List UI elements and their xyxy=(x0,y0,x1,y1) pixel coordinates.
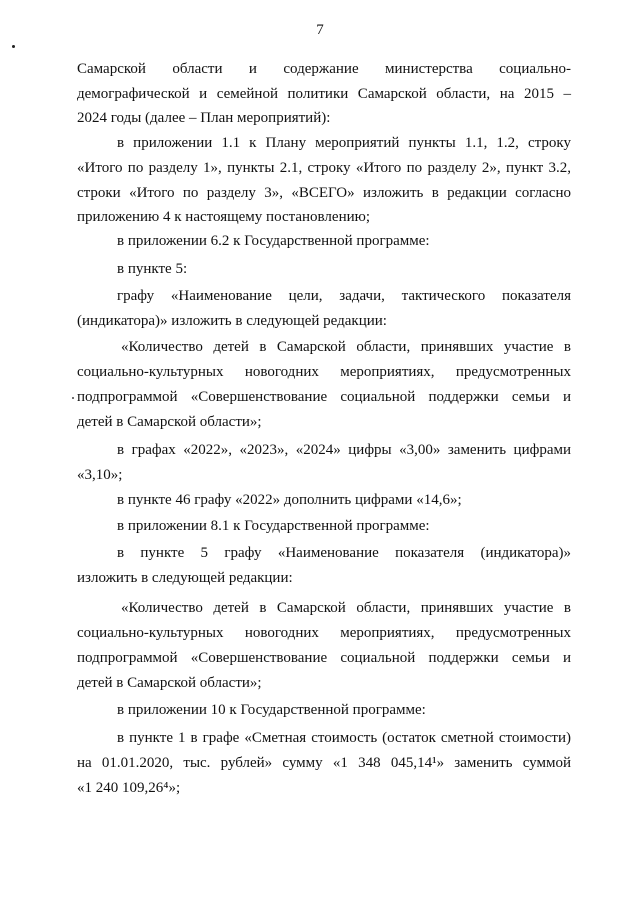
text-line: «Количество детей в Самарской области, принявших участие в xyxy=(121,339,571,355)
text-line: в графах «2022», «2023», «2024» цифры «3,00» заменить цифрами xyxy=(117,442,571,458)
scan-speck xyxy=(12,45,15,48)
text-line: подпрограммой «Совершенствование социальной поддержки семьи и xyxy=(77,389,571,405)
text-line: в приложении 10 к Государственной программе: xyxy=(117,702,426,718)
text-line: в пункте 5: xyxy=(117,261,188,277)
text-line: приложению 4 к настоящему постановлению; xyxy=(77,209,370,225)
scan-speck xyxy=(72,397,74,399)
text-line: в пункте 1 в графе «Сметная стоимость (остаток сметной стоимости) xyxy=(117,730,571,746)
text-line: «3,10»; xyxy=(77,467,123,483)
text-line: «Количество детей в Самарской области, принявших участие в xyxy=(121,600,571,616)
text-line: строки «Итого по разделу 3», «ВСЕГО» изложить в редакции согласно xyxy=(77,185,571,201)
text-line: детей в Самарской области»; xyxy=(77,675,262,691)
page-number: 7 xyxy=(316,22,324,38)
text-line: в приложении 1.1 к Плану мероприятий пункты 1.1, 1.2, строку xyxy=(117,135,571,151)
text-line: демографической и семейной политики Самарской области, на 2015 – xyxy=(77,86,571,102)
text-line: детей в Самарской области»; xyxy=(77,414,262,430)
text-line: подпрограммой «Совершенствование социальной поддержки семьи и xyxy=(77,650,571,666)
text-line: 2024 годы (далее – План мероприятий): xyxy=(77,110,331,126)
text-line: «Итого по разделу 1», пункты 2.1, строку «Итого по разделу 2», пункт 3.2, xyxy=(77,160,571,176)
text-line: в приложении 8.1 к Государственной программе: xyxy=(117,518,430,534)
text-line: социально-культурных новогодних мероприятиях, предусмотренных xyxy=(77,625,571,641)
text-line: «1 240 109,26⁴»; xyxy=(77,780,181,796)
text-line: графу «Наименование цели, задачи, тактического показателя xyxy=(117,288,571,304)
text-line: в приложении 6.2 к Государственной программе: xyxy=(117,233,430,249)
text-line: в пункте 5 графу «Наименование показателя (индикатора)» xyxy=(117,545,571,561)
text-line: в пункте 46 графу «2022» дополнить цифрами «14,6»; xyxy=(117,492,462,508)
text-line: на 01.01.2020, тыс. рублей» сумму «1 348 045,14¹» заменить суммой xyxy=(77,755,571,771)
text-line: изложить в следующей редакции: xyxy=(77,570,293,586)
text-line: (индикатора)» изложить в следующей редакции: xyxy=(77,313,387,329)
text-line: Самарской области и содержание министерства социально- xyxy=(77,61,571,77)
text-line: социально-культурных новогодних мероприятиях, предусмотренных xyxy=(77,364,571,380)
